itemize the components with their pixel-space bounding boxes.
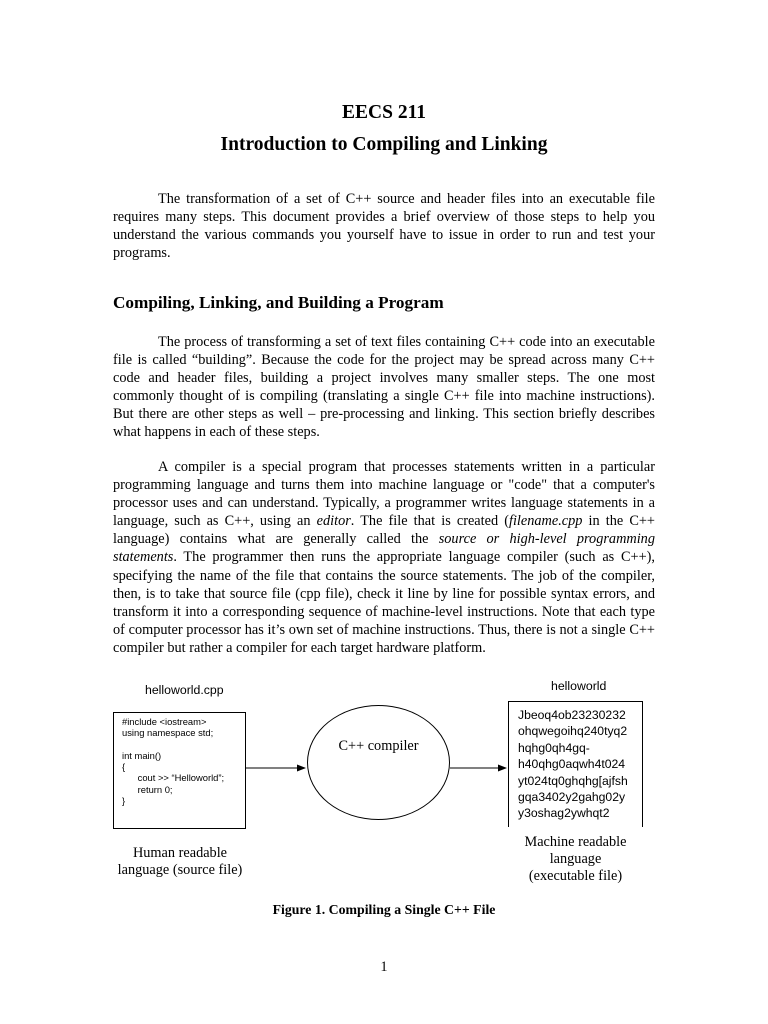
building-paragraph (113, 333, 655, 442)
course-title: EECS 211 (342, 102, 426, 123)
compiler-label: C++ compiler (338, 738, 419, 754)
exe-caption-line: Machine readable (524, 834, 627, 850)
machine-code-line: gqa3402y2gahg02y (518, 790, 626, 805)
editor-term: editor (316, 513, 351, 530)
compiler-text-e: in the C++ language) contains what are generally called the (113, 513, 655, 548)
exe-caption-line: (executable file) (528, 868, 623, 885)
source-caption-line: Human readable (132, 845, 228, 861)
intro-text: The transformation of a set of C++ source and header files into an executable file requires many steps. This document provides a brief overview of those steps to help you understand the various commands you yourself have to issue in order to run and test your programs. (113, 191, 655, 262)
machine-code-line: Jbeoq4ob23230232 (518, 708, 626, 722)
code-line: int main() (122, 749, 162, 761)
building-text: The process of transforming a set of text files containing C++ code into an executable file is called “building”. Because the code for the project may be spread across many C++ code and header files, building a project involves many smaller steps. The one most commonly thought of is compiling (translating a single C++ file into machine instructions). But there are other steps as well – pre-processing and linking. This section briefly describes what happens in each of these steps. (113, 334, 655, 441)
page-number: 1 (380, 959, 388, 975)
filename-term: filename.cpp (508, 513, 583, 530)
machine-code-line: hqhg0qh4gq- (518, 740, 590, 755)
code-line: } (122, 795, 126, 807)
compiler-text-g: . The programmer then runs the appropriate language compiler (such as C++), specifying the name of the file that contains the source statements. The job of the compiler, then, is to take that source file (cpp file), check it line by line for possible syntax errors, and transform it into a corresponding sequence of machine-level instructions. Note that each type of computer processor has it’s own set of machine instructions. Thus, there is not a single C++ compiler but rather a compiler for each target hardware platform. (113, 549, 655, 656)
code-line (122, 739, 245, 750)
source-caption-line: language (source file) (117, 862, 243, 879)
source-filename-label: helloworld.cpp (145, 683, 224, 697)
source-caption (100, 845, 260, 879)
source-code-box (113, 712, 246, 829)
section-heading: Compiling, Linking, and Building a Program (113, 293, 444, 312)
compiler-paragraph (113, 458, 655, 657)
figure-caption: Figure 1. Compiling a Single C++ File (272, 902, 496, 917)
machine-code-line: yt024tq0ghqhg[ajfsh (518, 773, 628, 788)
code-line: return 0; (122, 783, 173, 795)
compiler-text-c: . The file that is created ( (350, 513, 509, 530)
compiler-ellipse (307, 705, 450, 820)
code-line: cout >> “Helloworld”; (122, 772, 225, 784)
machine-code-line: y3oshag2ywhqt2 (518, 806, 610, 821)
document-title: Introduction to Compiling and Linking (220, 134, 548, 155)
code-line: { (122, 761, 126, 773)
code-line: using namespace std; (122, 727, 214, 739)
compiler-text-a: A compiler is a special program that processes statements written in a particular programming language and turns them into machine language or "code" that a computer's processor uses and can understand. Typically, a programmer writes language statements in a language, such as C++, using an (113, 459, 655, 530)
code-line: #include <iostream> (122, 716, 207, 727)
exe-filename-label: helloworld (551, 679, 607, 693)
intro-paragraph (113, 190, 655, 262)
exe-caption-line: language (549, 851, 602, 868)
source-statements-term: source or high-level programming statements (113, 531, 655, 566)
machine-code-line: ohqwegoihq240tyq2 (518, 724, 628, 739)
machine-code-box (508, 701, 643, 827)
machine-code-line: h40qhg0aqwh4t024 (518, 757, 626, 772)
exe-caption (498, 834, 653, 886)
